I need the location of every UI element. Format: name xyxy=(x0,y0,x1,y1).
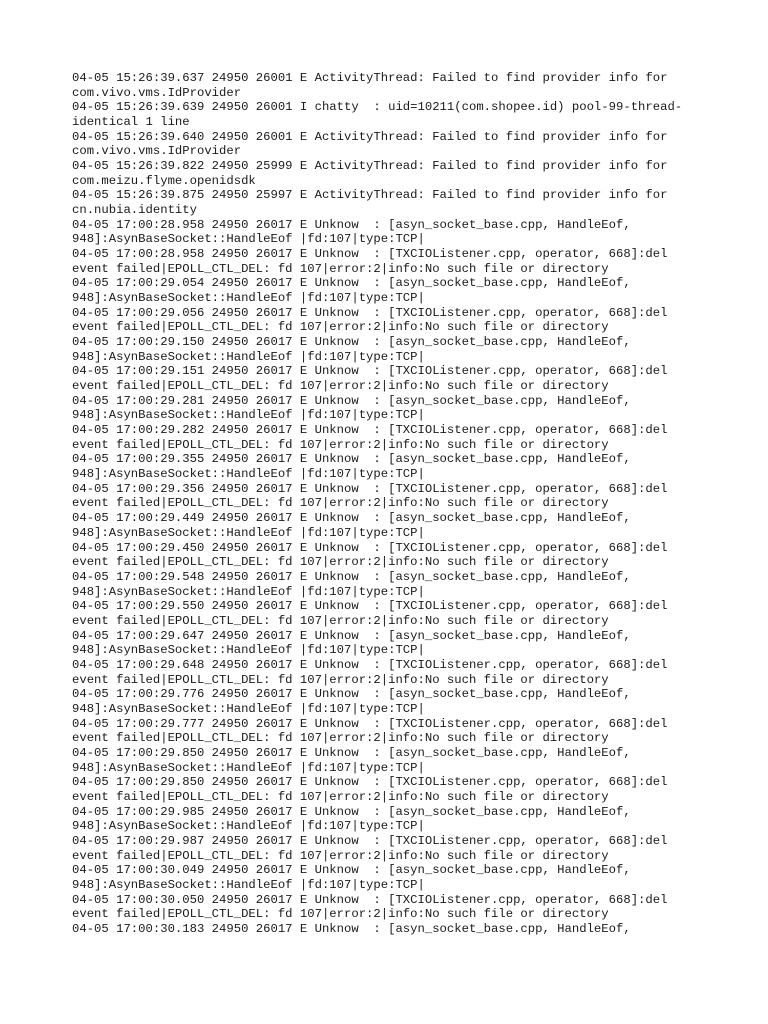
log-line: 04-05 17:00:29.647 24950 26017 E Unknow : [asyn_socket_base.cpp, HandleEof, xyxy=(72,628,631,643)
log-line: com.meizu.flyme.openidsdk xyxy=(72,173,256,188)
log-line: 04-05 17:00:30.050 24950 26017 E Unknow : [TXCIOListener.cpp, operator, 668]:del xyxy=(72,892,668,907)
log-line: event failed|EPOLL_CTL_DEL: fd 107|error:2|info:No such file or directory xyxy=(72,379,609,394)
log-line: 948]:AsynBaseSocket::HandleEof |fd:107|type:TCP| xyxy=(72,877,425,892)
log-line: event failed|EPOLL_CTL_DEL: fd 107|error:2|info:No such file or directory xyxy=(72,789,609,804)
log-line: 948]:AsynBaseSocket::HandleEof |fd:107|type:TCP| xyxy=(72,525,425,540)
log-line: 04-05 17:00:29.985 24950 26017 E Unknow : [asyn_socket_base.cpp, HandleEof, xyxy=(72,804,631,819)
log-line: 948]:AsynBaseSocket::HandleEof |fd:107|type:TCP| xyxy=(72,701,425,716)
log-line: 04-05 15:26:39.639 24950 26001 I chatty : uid=10211(com.shopee.id) pool-99-thread- xyxy=(72,100,683,115)
log-line: event failed|EPOLL_CTL_DEL: fd 107|error:2|info:No such file or directory xyxy=(72,261,609,276)
log-line: 04-05 17:00:29.550 24950 26017 E Unknow : [TXCIOListener.cpp, operator, 668]:del xyxy=(72,599,668,614)
log-line: 948]:AsynBaseSocket::HandleEof |fd:107|type:TCP| xyxy=(72,408,425,423)
log-line: 04-05 17:00:29.776 24950 26017 E Unknow : [asyn_socket_base.cpp, HandleEof, xyxy=(72,687,631,702)
log-line: 04-05 17:00:29.282 24950 26017 E Unknow : [TXCIOListener.cpp, operator, 668]:del xyxy=(72,423,668,438)
log-line: com.vivo.vms.IdProvider xyxy=(72,85,242,100)
log-line: 04-05 17:00:30.183 24950 26017 E Unknow : [asyn_socket_base.cpp, HandleEof, xyxy=(72,921,631,936)
log-line: 948]:AsynBaseSocket::HandleEof |fd:107|type:TCP| xyxy=(72,819,425,834)
log-line: cn.nubia.identity xyxy=(72,203,197,218)
log-line: event failed|EPOLL_CTL_DEL: fd 107|error:2|info:No such file or directory xyxy=(72,907,609,922)
log-line: com.vivo.vms.IdProvider xyxy=(72,144,242,159)
log-line: 948]:AsynBaseSocket::HandleEof |fd:107|type:TCP| xyxy=(72,643,425,658)
log-line: 04-05 17:00:29.281 24950 26017 E Unknow : [asyn_socket_base.cpp, HandleEof, xyxy=(72,393,631,408)
log-line: 04-05 15:26:39.822 24950 25999 E ActivityThread: Failed to find provider info for xyxy=(72,159,668,174)
log-line: 948]:AsynBaseSocket::HandleEof |fd:107|type:TCP| xyxy=(72,584,425,599)
log-line: 04-05 17:00:29.987 24950 26017 E Unknow : [TXCIOListener.cpp, operator, 668]:del xyxy=(72,833,668,848)
log-line: 948]:AsynBaseSocket::HandleEof |fd:107|type:TCP| xyxy=(72,760,425,775)
log-line: 04-05 15:26:39.875 24950 25997 E ActivityThread: Failed to find provider info for xyxy=(72,188,668,203)
log-line: event failed|EPOLL_CTL_DEL: fd 107|error:2|info:No such file or directory xyxy=(72,613,609,628)
log-line: 04-05 17:00:29.356 24950 26017 E Unknow : [TXCIOListener.cpp, operator, 668]:del xyxy=(72,481,668,496)
log-line: 04-05 17:00:29.449 24950 26017 E Unknow : [asyn_socket_base.cpp, HandleEof, xyxy=(72,511,631,526)
log-line: 04-05 17:00:29.548 24950 26017 E Unknow : [asyn_socket_base.cpp, HandleEof, xyxy=(72,569,631,584)
log-text-block xyxy=(72,71,712,937)
log-line: 04-05 17:00:29.150 24950 26017 E Unknow : [asyn_socket_base.cpp, HandleEof, xyxy=(72,335,631,350)
log-line: 04-05 17:00:29.648 24950 26017 E Unknow : [TXCIOListener.cpp, operator, 668]:del xyxy=(72,657,668,672)
log-line: 948]:AsynBaseSocket::HandleEof |fd:107|type:TCP| xyxy=(72,291,425,306)
log-line: identical 1 line xyxy=(72,115,190,130)
log-line: event failed|EPOLL_CTL_DEL: fd 107|error:2|info:No such file or directory xyxy=(72,437,609,452)
log-line: event failed|EPOLL_CTL_DEL: fd 107|error:2|info:No such file or directory xyxy=(72,555,609,570)
log-line: 04-05 17:00:30.049 24950 26017 E Unknow : [asyn_socket_base.cpp, HandleEof, xyxy=(72,863,631,878)
log-line: event failed|EPOLL_CTL_DEL: fd 107|error:2|info:No such file or directory xyxy=(72,848,609,863)
log-line: 04-05 17:00:29.777 24950 26017 E Unknow : [TXCIOListener.cpp, operator, 668]:del xyxy=(72,716,668,731)
log-line: 04-05 17:00:29.054 24950 26017 E Unknow : [asyn_socket_base.cpp, HandleEof, xyxy=(72,276,631,291)
log-line: 948]:AsynBaseSocket::HandleEof |fd:107|type:TCP| xyxy=(72,232,425,247)
log-line: 948]:AsynBaseSocket::HandleEof |fd:107|type:TCP| xyxy=(72,467,425,482)
log-line: 04-05 17:00:29.151 24950 26017 E Unknow : [TXCIOListener.cpp, operator, 668]:del xyxy=(72,364,668,379)
log-line: event failed|EPOLL_CTL_DEL: fd 107|error:2|info:No such file or directory xyxy=(72,672,609,687)
log-line: event failed|EPOLL_CTL_DEL: fd 107|error:2|info:No such file or directory xyxy=(72,496,609,511)
log-line: 04-05 17:00:29.850 24950 26017 E Unknow : [asyn_socket_base.cpp, HandleEof, xyxy=(72,745,631,760)
log-line: 04-05 17:00:28.958 24950 26017 E Unknow : [TXCIOListener.cpp, operator, 668]:del xyxy=(72,247,668,262)
log-line: event failed|EPOLL_CTL_DEL: fd 107|error:2|info:No such file or directory xyxy=(72,731,609,746)
log-line: 948]:AsynBaseSocket::HandleEof |fd:107|type:TCP| xyxy=(72,349,425,364)
log-line: 04-05 15:26:39.640 24950 26001 E ActivityThread: Failed to find provider info for xyxy=(72,129,668,144)
log-line: 04-05 17:00:29.450 24950 26017 E Unknow : [TXCIOListener.cpp, operator, 668]:del xyxy=(72,540,668,555)
log-line: 04-05 15:26:39.637 24950 26001 E ActivityThread: Failed to find provider info for xyxy=(72,71,668,85)
log-line: event failed|EPOLL_CTL_DEL: fd 107|error:2|info:No such file or directory xyxy=(72,320,609,335)
log-line: 04-05 17:00:29.850 24950 26017 E Unknow : [TXCIOListener.cpp, operator, 668]:del xyxy=(72,775,668,790)
log-line: 04-05 17:00:29.355 24950 26017 E Unknow : [asyn_socket_base.cpp, HandleEof, xyxy=(72,452,631,467)
log-line: 04-05 17:00:29.056 24950 26017 E Unknow : [TXCIOListener.cpp, operator, 668]:del xyxy=(72,305,668,320)
log-line: 04-05 17:00:28.958 24950 26017 E Unknow : [asyn_socket_base.cpp, HandleEof, xyxy=(72,217,631,232)
